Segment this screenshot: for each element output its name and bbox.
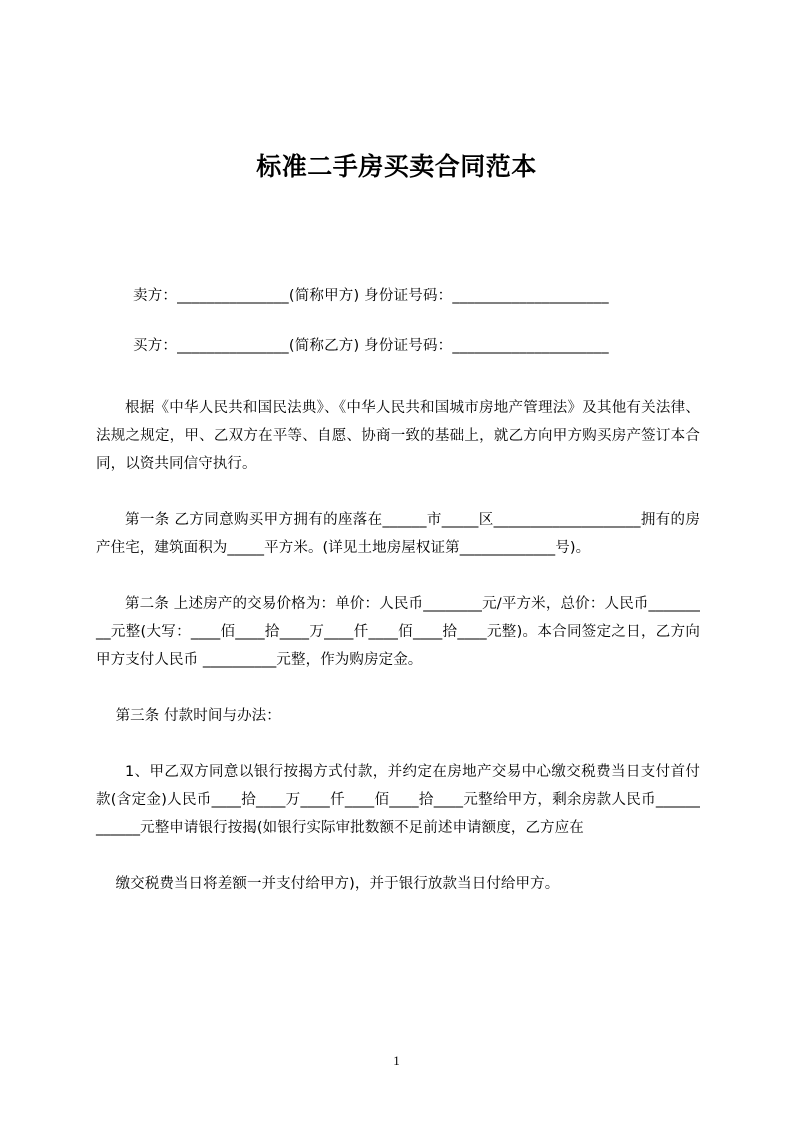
buyer-line: 买方：_______________(简称乙方) 身份证号码：_____________________ (133, 338, 609, 354)
clause-3-1-paragraph: 1、甲乙双方同意以银行按揭方式付款，并约定在房地产交易中心缴交税费当日支付首付款(含定金)人民币____拾____万____仟____佰____拾____元整给甲方，剩余房款人民币____________元整申请银行按揭(如银行实际审批数额不足前述申请额度，乙方应在 (96, 764, 700, 836)
spacer (96, 562, 700, 590)
spacer (96, 674, 700, 702)
page-number: 1 (393, 1053, 400, 1068)
spacer (96, 478, 700, 506)
document-body (96, 286, 700, 898)
clause-3-1-continuation: 缴交税费当日将差额一并支付给甲方)，并于银行放款当日付给甲方。 (115, 876, 560, 892)
article-3-heading: 第三条 付款时间与办法： (115, 708, 281, 724)
article-1-paragraph: 第一条 乙方同意购买甲方拥有的座落在______市_____区____________________拥有的房产住宅，建筑面积为_____平方米。(详见土地房屋权证第_____________号)。 (96, 512, 700, 556)
page-title: 标准二手房买卖合同范本 (256, 151, 537, 181)
preamble-paragraph: 根据《中华人民共和国民法典》、《中华人民共和国城市房地产管理法》及其他有关法律、法规之规定，甲、乙双方在平等、自愿、协商一致的基础上，就乙方向甲方购买房产签订本合同，以资共同信守执行。 (96, 400, 700, 472)
spacer (96, 730, 700, 758)
seller-line: 卖方：_______________(简称甲方) 身份证号码：_____________________ (133, 288, 609, 304)
spacer (96, 356, 700, 394)
article-2-paragraph: 第二条 上述房产的交易价格为：单价：人民币________元/平方米，总价：人民币_________元整(大写：____佰____拾____万____仟____佰____拾____元整)。本合同签定之日，乙方向甲方支付人民币 __________元整，作为购房定金。 (96, 596, 700, 668)
spacer (96, 842, 700, 870)
